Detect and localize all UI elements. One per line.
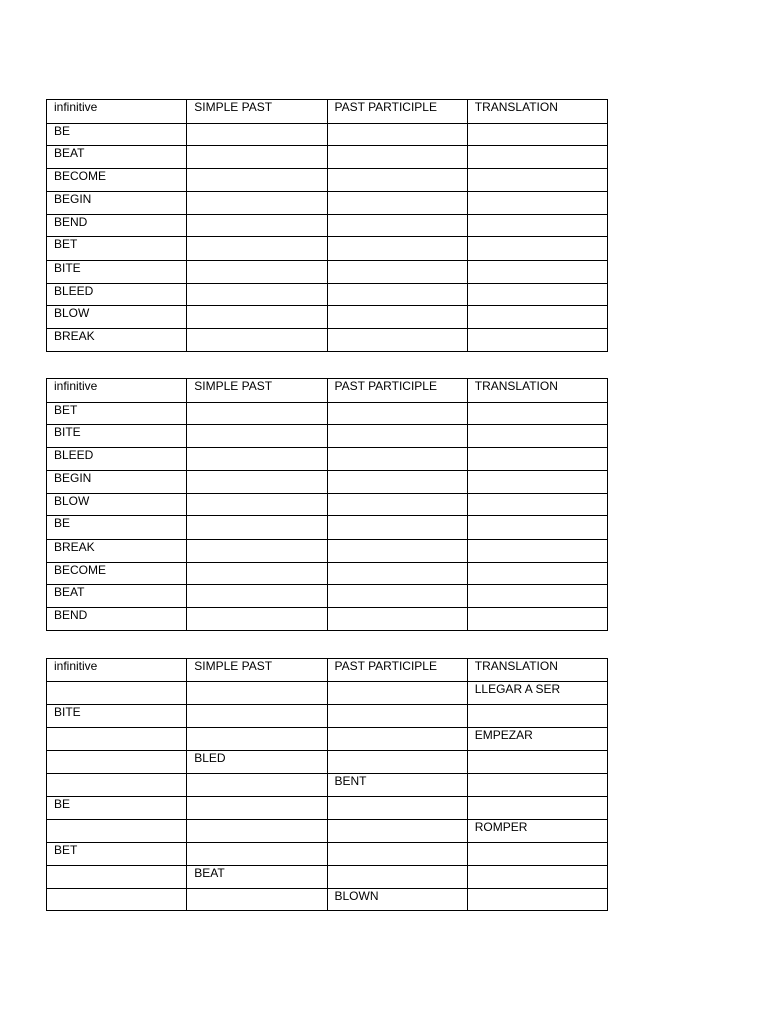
table-cell [467,146,607,169]
table-cell: BITE [47,425,187,448]
table-cell [467,705,607,728]
table-cell [47,751,187,774]
header-infinitive: infinitive [47,379,187,403]
table-cell: BLOW [47,306,187,329]
table-row [47,471,608,494]
table-cell [467,540,607,563]
table-cell [47,889,187,911]
table-cell: BEAT [187,866,327,889]
verb-table-1 [46,99,608,352]
table-cell: BLOWN [327,889,467,911]
table-cell [467,403,607,425]
table-cell [467,237,607,261]
table-cell: BLED [187,751,327,774]
table-cell [327,215,467,237]
table-row [47,774,608,797]
table-cell: BE [47,124,187,146]
table-row [47,705,608,728]
table-row [47,261,608,284]
table-row [47,494,608,516]
table-cell: LLEGAR A SER [467,682,607,705]
table-cell [187,705,327,728]
header-simple-past: SIMPLE PAST [187,100,327,124]
table-cell: BLOW [47,494,187,516]
table-cell [467,425,607,448]
table-row [47,192,608,215]
table-cell [187,682,327,705]
table-cell: BET [47,237,187,261]
table-cell [187,774,327,797]
table-cell [187,146,327,169]
table-cell: BLEED [47,284,187,306]
table-cell [187,192,327,215]
table-cell [187,516,327,540]
table-cell [187,425,327,448]
table-cell [467,585,607,608]
table-cell [467,215,607,237]
header-simple-past: SIMPLE PAST [187,379,327,403]
header-translation: TRANSLATION [467,659,607,682]
table-cell [187,124,327,146]
table-cell: BEAT [47,585,187,608]
table-cell [467,329,607,352]
table-cell [467,516,607,540]
table-cell [47,866,187,889]
table-cell [187,215,327,237]
table-cell [327,471,467,494]
table-cell [327,329,467,352]
table-cell: BEAT [47,146,187,169]
table-row [47,169,608,192]
table-cell [467,448,607,471]
table-cell [467,192,607,215]
table-cell [187,306,327,329]
table-row [47,608,608,631]
table-row [47,889,608,911]
table-cell: BENT [327,774,467,797]
header-simple-past: SIMPLE PAST [187,659,327,682]
table-row [47,124,608,146]
table-cell [327,820,467,843]
table-row [47,329,608,352]
table-cell [187,797,327,820]
table-cell [327,284,467,306]
table-cell [327,797,467,820]
table-cell [467,843,607,866]
table-cell [327,494,467,516]
table-cell [327,843,467,866]
table-cell [187,889,327,911]
table-cell [467,608,607,631]
table-cell: BREAK [47,329,187,352]
header-infinitive: infinitive [47,659,187,682]
table-row [47,516,608,540]
table-cell [47,682,187,705]
table-cell [187,284,327,306]
table-row [47,403,608,425]
table-header-row [47,379,608,403]
table-cell: BET [47,843,187,866]
table-cell [327,751,467,774]
table-cell [187,728,327,751]
table-cell: BECOME [47,563,187,585]
table-row [47,237,608,261]
table-cell [187,494,327,516]
table-cell [467,261,607,284]
table-row [47,284,608,306]
header-past-participle: PAST PARTICIPLE [327,379,467,403]
table-row [47,146,608,169]
table-cell [187,843,327,866]
table-cell [327,124,467,146]
table-cell [47,728,187,751]
table-cell [467,471,607,494]
table-row [47,425,608,448]
table-cell [327,261,467,284]
header-translation: TRANSLATION [467,379,607,403]
table-cell [327,682,467,705]
table-cell [467,169,607,192]
table-cell [327,169,467,192]
table-cell [467,306,607,329]
header-infinitive: infinitive [47,100,187,124]
table-row [47,820,608,843]
table-cell [187,608,327,631]
table-cell [187,329,327,352]
table-cell [327,540,467,563]
table-cell: BE [47,516,187,540]
table-cell [327,608,467,631]
table-cell: BECOME [47,169,187,192]
table-cell: BEND [47,215,187,237]
table-cell [187,820,327,843]
table-cell [327,306,467,329]
table-cell [327,237,467,261]
verb-table-2 [46,378,608,631]
table-cell [467,774,607,797]
table-cell [47,820,187,843]
table-row [47,843,608,866]
table-row [47,540,608,563]
table-cell [187,237,327,261]
table-cell: BITE [47,705,187,728]
table-row [47,215,608,237]
table-cell: ROMPER [467,820,607,843]
table-cell [47,774,187,797]
table-cell [467,866,607,889]
table-cell [187,585,327,608]
header-past-participle: PAST PARTICIPLE [327,100,467,124]
header-translation: TRANSLATION [467,100,607,124]
table-cell [187,403,327,425]
table-cell: BEGIN [47,471,187,494]
table-cell [467,751,607,774]
table-cell: EMPEZAR [467,728,607,751]
table-cell [467,889,607,911]
table-cell [327,448,467,471]
table-cell [467,797,607,820]
table-cell [327,563,467,585]
table-cell [467,494,607,516]
table-cell: BET [47,403,187,425]
table-header-row [47,659,608,682]
table-cell [327,146,467,169]
header-past-participle: PAST PARTICIPLE [327,659,467,682]
table-cell [187,448,327,471]
table-cell [327,728,467,751]
table-cell [327,516,467,540]
verb-table-3 [46,658,608,911]
table-row [47,751,608,774]
table-row [47,728,608,751]
table-row [47,448,608,471]
table-cell [327,866,467,889]
table-cell: BREAK [47,540,187,563]
table-row [47,866,608,889]
table-cell: BLEED [47,448,187,471]
table-cell: BITE [47,261,187,284]
table-cell [467,563,607,585]
table-header-row [47,100,608,124]
table-cell [327,585,467,608]
table-cell [327,705,467,728]
table-cell [187,540,327,563]
table-cell [187,261,327,284]
table-row [47,563,608,585]
table-cell: BEGIN [47,192,187,215]
table-cell [187,563,327,585]
table-row [47,585,608,608]
table-cell [187,169,327,192]
table-cell [467,284,607,306]
table-cell: BEND [47,608,187,631]
table-cell [327,192,467,215]
table-cell [187,471,327,494]
table-cell [467,124,607,146]
table-row [47,306,608,329]
table-cell [327,403,467,425]
table-row [47,682,608,705]
table-cell: BE [47,797,187,820]
table-cell [327,425,467,448]
table-row [47,797,608,820]
